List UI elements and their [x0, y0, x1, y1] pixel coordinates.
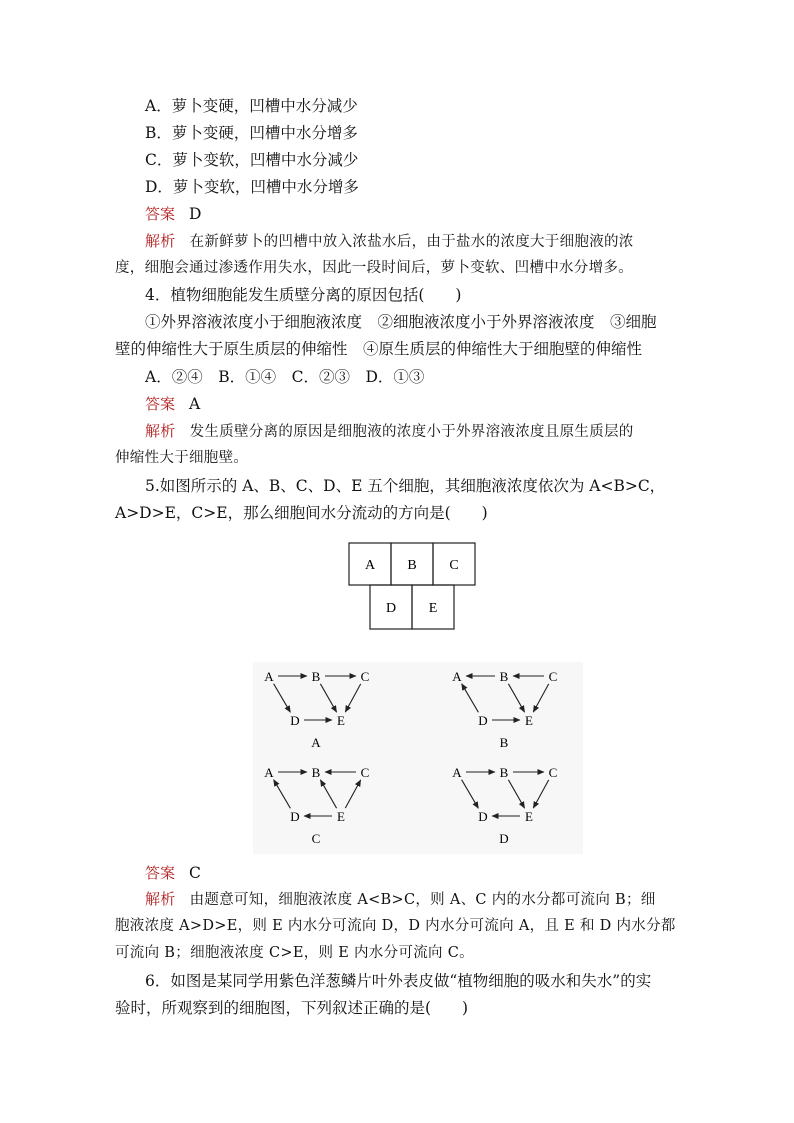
- q3-option-c: C．萝卜变软，凹槽中水分减少: [145, 151, 359, 169]
- q3-analysis-line-2: 度，细胞会通过渗透作用失水，因此一段时间后，萝卜变软、凹槽中水分增多。: [115, 260, 633, 276]
- node-e: E: [337, 713, 345, 728]
- analysis-text: 由题意可知，细胞液浓度 A<B>C，则 A、C 内的水分都可流向 B；细: [189, 892, 656, 908]
- node-c: C: [360, 669, 370, 684]
- q5-analysis-line-1: [145, 888, 656, 911]
- q5-answer: [145, 862, 201, 884]
- analysis-label: 解析: [145, 232, 176, 250]
- node-a: A: [264, 765, 274, 780]
- q4-choices: A．②④ B．①④ C．②③ D．①③: [145, 368, 425, 386]
- node-c: C: [360, 765, 370, 780]
- cell-b-label: B: [407, 558, 417, 573]
- option-caption: C: [311, 831, 321, 846]
- node-d: D: [478, 809, 488, 824]
- q6-stem-line-2: 验时，所观察到的细胞图，下列叙述正确的是( ): [115, 999, 469, 1017]
- answer-label: 答案: [145, 864, 176, 882]
- cell-d-label: D: [385, 601, 397, 616]
- analysis-text: 在新鲜萝卜的凹槽中放入浓盐水后，由于盐水的浓度大于细胞液的浓: [189, 234, 634, 250]
- figure-background: [253, 662, 583, 854]
- node-b: B: [311, 765, 321, 780]
- q5-analysis-line-3: 可流向 B；细胞液浓度 C>E，则 E 内水分可流向 C。: [115, 945, 474, 961]
- cell-c-label: C: [449, 558, 459, 573]
- node-a: A: [452, 669, 462, 684]
- q5-stem-line-2: A>D>E，C>E，那么细胞间水分流动的方向是( ): [115, 504, 488, 522]
- option-caption: B: [499, 735, 509, 750]
- node-e: E: [525, 809, 533, 824]
- cell-arrangement-figure: [348, 542, 480, 632]
- answer-value: C: [189, 864, 201, 882]
- node-b: B: [311, 669, 321, 684]
- q3-option-a: A．萝卜变硬，凹槽中水分减少: [145, 97, 358, 115]
- analysis-label: 解析: [145, 422, 176, 440]
- q4-analysis-line-1: [145, 420, 634, 443]
- q5-analysis-line-2: 胞液浓度 A>D>E，则 E 内水分可流向 D，D 内水分可流向 A，且 E 和 D 内水分都: [115, 918, 676, 934]
- q3-analysis-line-1: [145, 230, 634, 253]
- node-d: D: [290, 809, 300, 824]
- node-e: E: [337, 809, 345, 824]
- node-e: E: [525, 713, 533, 728]
- q5-stem-line-1: 5.如图所示的 A、B、C、D、E 五个细胞，其细胞液浓度依次为 A<B>C，: [145, 477, 666, 495]
- q3-option-d: D．萝卜变软，凹槽中水分增多: [145, 178, 359, 196]
- q4-analysis-line-2: 伸缩性大于细胞壁。: [115, 450, 249, 466]
- answer-label: 答案: [145, 395, 176, 413]
- water-flow-options-figure: [253, 662, 583, 854]
- q4-statements-line-2: 壁的伸缩性大于原生质层的伸缩性 ④原生质层的伸缩性大于细胞壁的伸缩性: [115, 340, 643, 358]
- q6-stem-line-1: 6．如图是某同学用紫色洋葱鳞片叶外表皮做“植物细胞的吸水和失水”的实: [145, 972, 652, 990]
- answer-value: A: [189, 395, 201, 413]
- analysis-label: 解析: [145, 890, 176, 908]
- option-caption: D: [499, 831, 509, 846]
- answer-value: D: [189, 205, 202, 223]
- q4-stem: 4．植物细胞能发生质壁分离的原因包括( ): [145, 286, 462, 304]
- node-c: C: [548, 669, 558, 684]
- q4-statements-line-1: ①外界溶液浓度小于细胞液浓度 ②细胞液浓度小于外界溶液浓度 ③细胞: [145, 313, 657, 331]
- answer-label: 答案: [145, 205, 176, 223]
- node-c: C: [548, 765, 558, 780]
- node-d: D: [290, 713, 300, 728]
- node-b: B: [499, 765, 509, 780]
- cell-e-label: E: [428, 601, 438, 616]
- cell-a-label: A: [364, 558, 376, 573]
- q3-answer: [145, 203, 201, 225]
- option-caption: A: [311, 735, 321, 750]
- node-d: D: [478, 713, 488, 728]
- node-a: A: [264, 669, 274, 684]
- q3-option-b: B．萝卜变硬，凹槽中水分增多: [145, 124, 358, 142]
- node-b: B: [499, 669, 509, 684]
- analysis-text: 发生质壁分离的原因是细胞液的浓度小于外界溶液浓度且原生质层的: [189, 424, 634, 440]
- node-a: A: [452, 765, 462, 780]
- q4-answer: [145, 393, 200, 415]
